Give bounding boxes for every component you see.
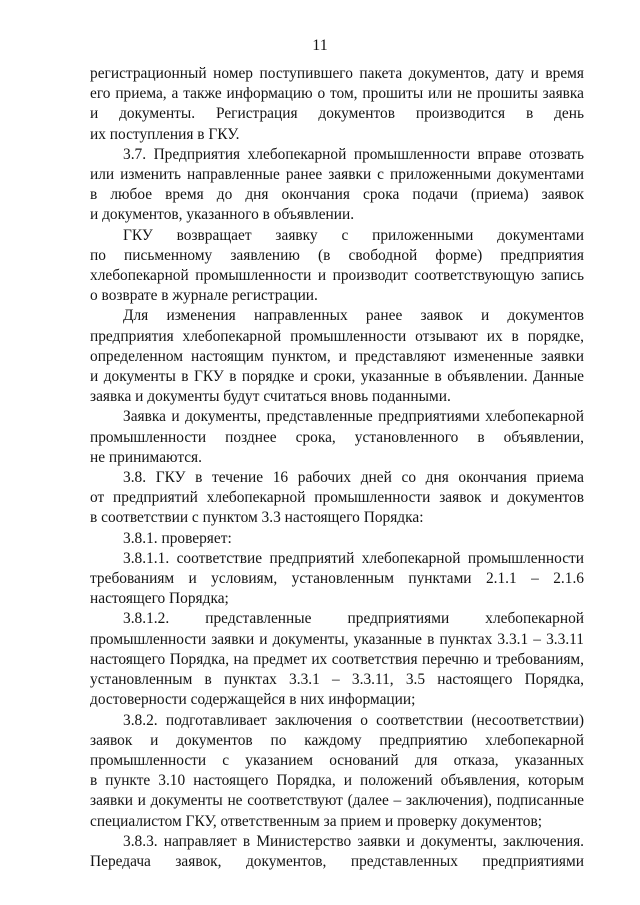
text-line: и документы в ГКУ в порядке и сроки, указанные в объявлении. Данные bbox=[90, 368, 584, 386]
text-line: в пункте 3.10 настоящего Порядка, и положений объявления, которым bbox=[90, 772, 584, 790]
text-line: регистрационный номер поступившего пакета документов, дату и время bbox=[90, 65, 584, 82]
paragraph bbox=[90, 306, 584, 407]
paragraph bbox=[90, 711, 584, 832]
text-line: настоящего Порядка, на предмет их соответствия перечню и требованиям, bbox=[90, 650, 584, 668]
text-line: 3.8.1.1. соответствие предприятий хлебопекарной промышленности bbox=[123, 549, 584, 567]
text-line: Для изменения направленных ранее заявок и документов bbox=[123, 307, 584, 325]
text-line: промышленности заявки и документы, указанные в пунктах 3.3.1 – 3.3.11 bbox=[90, 630, 584, 648]
text-line: его приема, а также информацию о том, прошиты или не прошиты заявка bbox=[90, 85, 584, 103]
text-line: по письменному заявлению (в свободной форме) предприятия bbox=[90, 246, 584, 264]
paragraph bbox=[90, 549, 584, 610]
document-body bbox=[90, 64, 584, 872]
text-line: промышленности с указанием оснований для отказа, указанных bbox=[90, 751, 584, 769]
text-line: заявок и документов по каждому предприятию хлебопекарной bbox=[90, 731, 584, 749]
text-line: Передача заявок, документов, представленных предприятиями bbox=[90, 852, 584, 870]
text-line: ГКУ возвращает заявку с приложенными документами bbox=[123, 226, 584, 244]
text-line: 3.8.1. проверяет: bbox=[123, 529, 232, 547]
text-line: Заявка и документы, представленные предприятиями хлебопекарной bbox=[123, 408, 584, 426]
text-line: и документов, указанного в объявлении. bbox=[90, 206, 355, 224]
text-line: в любое время до дня окончания срока подачи (приема) заявок bbox=[90, 186, 584, 204]
text-line: о возврате в журнале регистрации. bbox=[90, 287, 318, 305]
text-line: 3.8.1.2. представленные предприятиями хлебопекарной bbox=[123, 610, 584, 628]
text-line: достоверности содержащейся в них информации; bbox=[90, 691, 416, 709]
text-line: 3.7. Предприятия хлебопекарной промышленности вправе отозвать bbox=[123, 145, 584, 163]
text-line: от предприятий хлебопекарной промышленности заявок и документов bbox=[90, 489, 584, 507]
text-line: 3.8.2. подготавливает заключения о соответствии (несоответствии) bbox=[123, 711, 584, 729]
text-line: или изменить направленные ранее заявки с приложенными документами bbox=[90, 166, 584, 184]
text-line: 3.8.3. направляет в Министерство заявки и документы, заключения. bbox=[123, 832, 584, 850]
text-line: и документы. Регистрация документов производится в день bbox=[90, 105, 584, 123]
text-line: предприятия хлебопекарной промышленности отзывают их в порядке, bbox=[90, 327, 584, 345]
text-line: установленным в пунктах 3.3.1 – 3.3.11, 3.5 настоящего Порядка, bbox=[90, 671, 584, 689]
paragraph bbox=[90, 145, 584, 226]
text-line: хлебопекарной промышленности и производит соответствующую запись bbox=[90, 267, 584, 285]
text-line: их поступления в ГКУ. bbox=[90, 125, 240, 143]
text-line: требованиям и условиям, установленным пунктами 2.1.1 – 2.1.6 bbox=[90, 570, 584, 588]
text-line: специалистом ГКУ, ответственным за прием и проверку документов; bbox=[90, 812, 543, 830]
paragraph bbox=[90, 407, 584, 468]
text-line: определенном настоящим пунктом, и представляют измененные заявки bbox=[90, 347, 584, 365]
page-number: 11 bbox=[312, 37, 328, 54]
text-line: заявка и документы будут считаться вновь поданными. bbox=[90, 388, 451, 406]
text-line: промышленности позднее срока, установленного в объявлении, bbox=[90, 428, 584, 446]
text-line: настоящего Порядка; bbox=[90, 590, 229, 608]
text-line: не принимаются. bbox=[90, 448, 202, 466]
paragraph bbox=[90, 64, 584, 145]
text-line: 3.8. ГКУ в течение 16 рабочих дней со дня окончания приема bbox=[123, 469, 584, 487]
paragraph bbox=[90, 609, 584, 710]
paragraph bbox=[90, 468, 584, 529]
text-line: в соответствии с пунктом 3.3 настоящего Порядка: bbox=[90, 509, 424, 527]
text-line: заявки и документы не соответствуют (далее – заключения), подписанные bbox=[90, 792, 584, 810]
paragraph bbox=[90, 832, 584, 872]
paragraph bbox=[90, 226, 584, 307]
paragraph bbox=[90, 529, 584, 549]
